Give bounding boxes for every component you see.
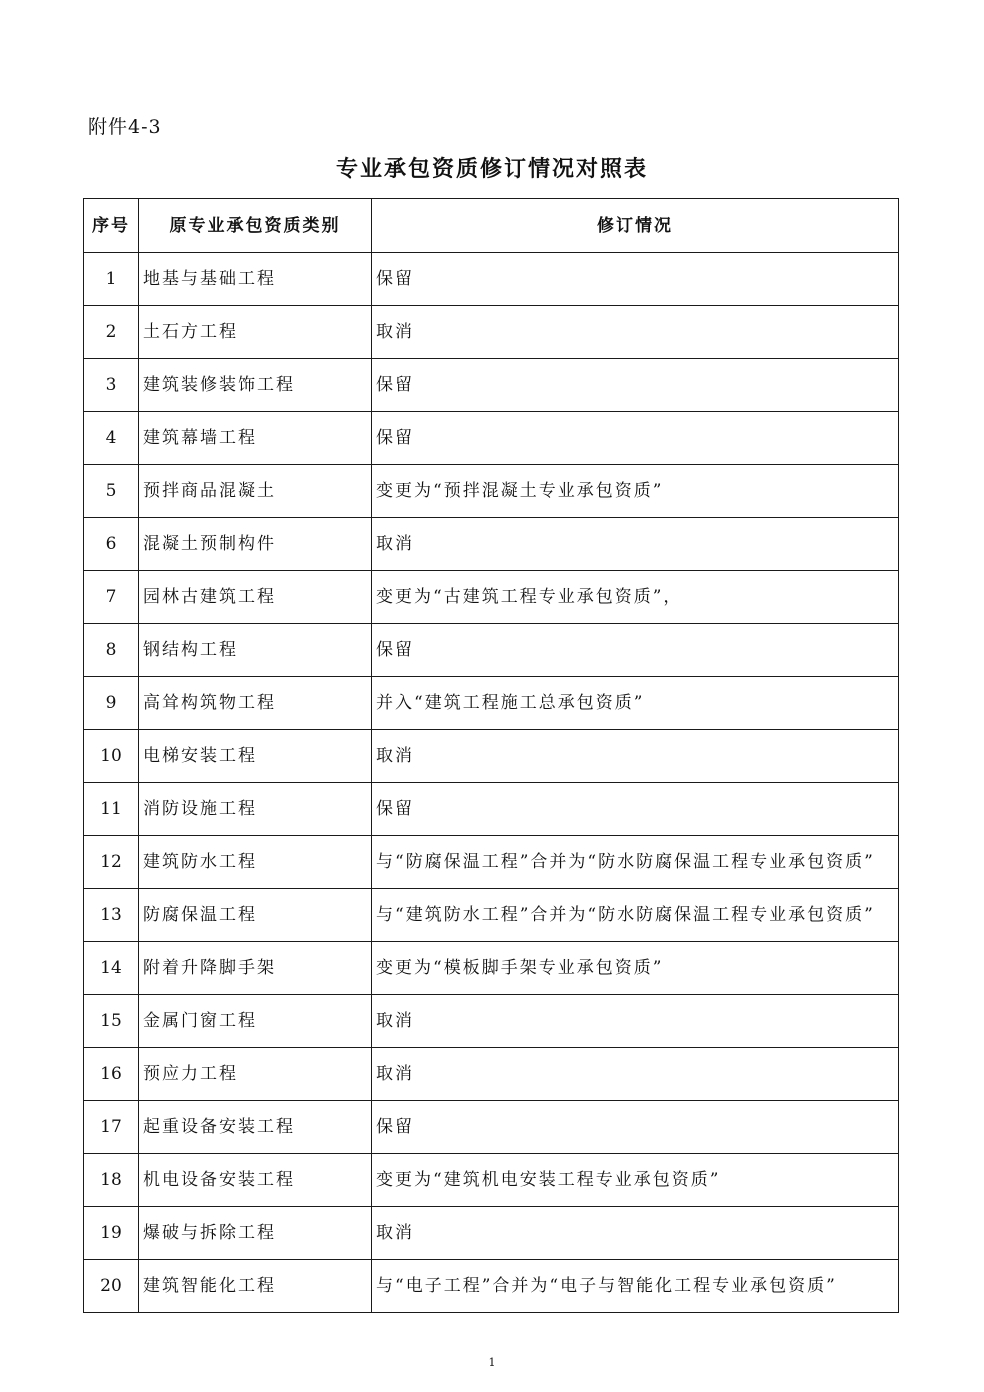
row-number: 1	[84, 253, 139, 306]
row-original-type: 爆破与拆除工程	[139, 1207, 372, 1260]
table-row	[84, 518, 899, 571]
header-number: 序号	[84, 199, 139, 253]
table-row	[84, 1207, 899, 1260]
row-original-type: 机电设备安装工程	[139, 1154, 372, 1207]
row-revision: 取消	[372, 730, 899, 783]
row-revision: 保留	[372, 624, 899, 677]
row-number: 9	[84, 677, 139, 730]
row-number: 18	[84, 1154, 139, 1207]
row-number: 3	[84, 359, 139, 412]
page-number: 1	[488, 1356, 496, 1369]
table-row	[84, 677, 899, 730]
table-row	[84, 1260, 899, 1313]
row-number: 7	[84, 571, 139, 624]
row-original-type: 起重设备安装工程	[139, 1101, 372, 1154]
row-revision: 变更为“模板脚手架专业承包资质”	[372, 942, 899, 995]
row-number: 14	[84, 942, 139, 995]
table-row	[84, 624, 899, 677]
table-body	[84, 253, 899, 1313]
document-title: 专业承包资质修订情况对照表	[335, 156, 648, 182]
row-revision: 变更为“古建筑工程专业承包资质”，	[372, 571, 899, 624]
row-number: 17	[84, 1101, 139, 1154]
row-original-type: 预拌商品混凝土	[139, 465, 372, 518]
row-number: 20	[84, 1260, 139, 1313]
row-number: 4	[84, 412, 139, 465]
row-revision: 取消	[372, 306, 899, 359]
row-number: 5	[84, 465, 139, 518]
row-number: 16	[84, 1048, 139, 1101]
row-revision: 与“电子工程”合并为“电子与智能化工程专业承包资质”	[372, 1260, 899, 1313]
row-revision: 保留	[372, 1101, 899, 1154]
row-number: 12	[84, 836, 139, 889]
row-original-type: 金属门窗工程	[139, 995, 372, 1048]
qualification-comparison-table	[83, 198, 899, 1313]
row-revision: 并入“建筑工程施工总承包资质”	[372, 677, 899, 730]
row-revision: 保留	[372, 359, 899, 412]
row-revision: 保留	[372, 253, 899, 306]
table-row	[84, 412, 899, 465]
row-original-type: 预应力工程	[139, 1048, 372, 1101]
table-row	[84, 995, 899, 1048]
row-number: 8	[84, 624, 139, 677]
row-original-type: 电梯安装工程	[139, 730, 372, 783]
row-number: 11	[84, 783, 139, 836]
attachment-label: 附件4-3	[88, 116, 162, 138]
row-number: 6	[84, 518, 139, 571]
table-row	[84, 306, 899, 359]
table-row	[84, 836, 899, 889]
row-original-type: 地基与基础工程	[139, 253, 372, 306]
row-number: 2	[84, 306, 139, 359]
row-revision: 取消	[372, 1048, 899, 1101]
row-original-type: 园林古建筑工程	[139, 571, 372, 624]
table-header-row	[84, 199, 899, 253]
table-row	[84, 730, 899, 783]
row-original-type: 建筑装修装饰工程	[139, 359, 372, 412]
row-revision: 变更为“建筑机电安装工程专业承包资质”	[372, 1154, 899, 1207]
table-row	[84, 1101, 899, 1154]
table-row	[84, 942, 899, 995]
row-original-type: 防腐保温工程	[139, 889, 372, 942]
row-original-type: 消防设施工程	[139, 783, 372, 836]
row-original-type: 建筑智能化工程	[139, 1260, 372, 1313]
table-row	[84, 783, 899, 836]
row-number: 19	[84, 1207, 139, 1260]
row-revision: 取消	[372, 995, 899, 1048]
row-original-type: 土石方工程	[139, 306, 372, 359]
row-number: 13	[84, 889, 139, 942]
row-revision: 与“防腐保温工程”合并为“防水防腐保温工程专业承包资质”	[372, 836, 899, 889]
header-original-type: 原专业承包资质类别	[139, 199, 372, 253]
table-row	[84, 465, 899, 518]
row-original-type: 高耸构筑物工程	[139, 677, 372, 730]
row-number: 15	[84, 995, 139, 1048]
header-revision: 修订情况	[372, 199, 899, 253]
table-row	[84, 889, 899, 942]
table-row	[84, 359, 899, 412]
row-revision: 与“建筑防水工程”合并为“防水防腐保温工程专业承包资质”	[372, 889, 899, 942]
row-revision: 变更为“预拌混凝土专业承包资质”	[372, 465, 899, 518]
row-revision: 保留	[372, 783, 899, 836]
row-number: 10	[84, 730, 139, 783]
row-revision: 保留	[372, 412, 899, 465]
row-revision: 取消	[372, 518, 899, 571]
row-original-type: 建筑幕墙工程	[139, 412, 372, 465]
table-row	[84, 1154, 899, 1207]
table-row	[84, 571, 899, 624]
row-revision: 取消	[372, 1207, 899, 1260]
table-row	[84, 253, 899, 306]
row-original-type: 混凝土预制构件	[139, 518, 372, 571]
row-original-type: 钢结构工程	[139, 624, 372, 677]
row-original-type: 建筑防水工程	[139, 836, 372, 889]
row-original-type: 附着升降脚手架	[139, 942, 372, 995]
table-row	[84, 1048, 899, 1101]
